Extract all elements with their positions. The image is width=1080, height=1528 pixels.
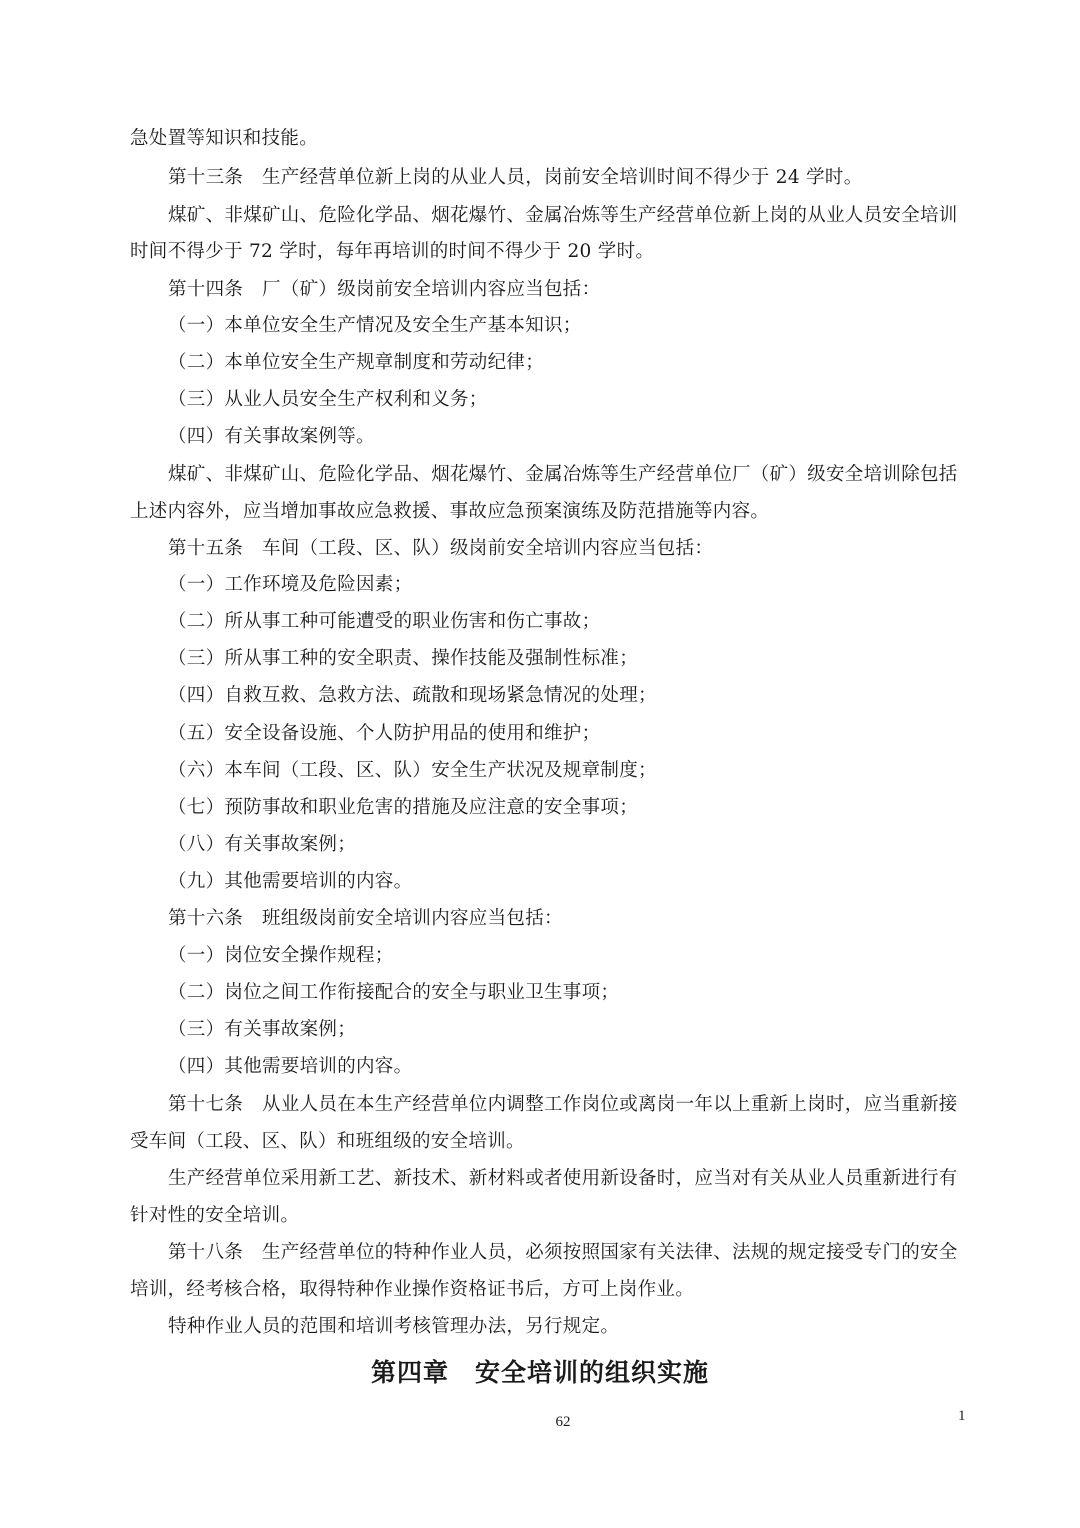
article-16: 第十六条 班组级岗前安全培训内容应当包括： xyxy=(168,908,563,929)
article-18: 第十八条 生产经营单位的特种作业人员，必须按照国家有关法律、法规的规定接受专门的安全 xyxy=(168,1242,958,1263)
text-line: 煤矿、非煤矿山、危险化学品、烟花爆竹、金属冶炼等生产经营单位厂（矿）级安全培训除包括 xyxy=(168,464,958,485)
text-line: 生产经营单位采用新工艺、新技术、新材料或者使用新设备时，应当对有关从业人员重新进行有 xyxy=(168,1168,958,1189)
list-item: （三）从业人员安全生产权利和义务； xyxy=(168,389,488,410)
list-item: （二）岗位之间工作衔接配合的安全与职业卫生事项； xyxy=(168,982,620,1003)
corner-page-number: 1 xyxy=(958,1408,966,1424)
list-item: （三）所从事工种的安全职责、操作技能及强制性标准； xyxy=(168,648,639,669)
article-13: 第十三条 生产经营单位新上岗的从业人员，岗前安全培训时间不得少于 24 学时。 xyxy=(168,167,863,188)
article-15: 第十五条 车间（工段、区、队）级岗前安全培训内容应当包括： xyxy=(168,538,714,559)
list-item: （四）自救互救、急救方法、疏散和现场紧急情况的处理； xyxy=(168,685,657,706)
text-line: 培训，经考核合格，取得特种作业操作资格证书后，方可上岗作业。 xyxy=(130,1279,695,1300)
list-item: （二）所从事工种可能遭受的职业伤害和伤亡事故； xyxy=(168,611,601,632)
text-line: 煤矿、非煤矿山、危险化学品、烟花爆竹、金属冶炼等生产经营单位新上岗的从业人员安全培训 xyxy=(168,205,958,226)
chapter-title: 第四章 安全培训的组织实施 xyxy=(370,1358,709,1387)
list-item: （二）本单位安全生产规章制度和劳动纪律； xyxy=(168,352,545,373)
list-item: （六）本车间（工段、区、队）安全生产状况及规章制度； xyxy=(168,760,657,781)
text-line: 上述内容外，应当增加事故应急救援、事故应急预案演练及防范措施等内容。 xyxy=(130,501,770,522)
text-line: 受车间（工段、区、队）和班组级的安全培训。 xyxy=(130,1131,525,1152)
list-item: （五）安全设备设施、个人防护用品的使用和维护； xyxy=(168,723,601,744)
text-line: 特种作业人员的范围和培训考核管理办法，另行规定。 xyxy=(168,1316,620,1337)
list-item: （一）本单位安全生产情况及安全生产基本知识； xyxy=(168,315,582,336)
list-item: （一）岗位安全操作规程； xyxy=(168,945,394,966)
list-item: （四）有关事故案例等。 xyxy=(168,426,375,447)
list-item: （八）有关事故案例； xyxy=(168,834,357,855)
list-item: （三）有关事故案例； xyxy=(168,1019,357,1040)
page-number: 62 xyxy=(555,1414,571,1430)
text-line: 时间不得少于 72 学时，每年再培训的时间不得少于 20 学时。 xyxy=(130,241,655,262)
text-line: 急处置等知识和技能。 xyxy=(130,128,319,149)
list-item: （四）其他需要培训的内容。 xyxy=(168,1056,413,1077)
article-14: 第十四条 厂（矿）级岗前安全培训内容应当包括： xyxy=(168,279,601,300)
list-item: （九）其他需要培训的内容。 xyxy=(168,871,413,892)
list-item: （一）工作环境及危险因素； xyxy=(168,574,413,595)
text-line: 针对性的安全培训。 xyxy=(130,1205,300,1226)
list-item: （七）预防事故和职业危害的措施及应注意的安全事项； xyxy=(168,797,639,818)
article-17: 第十七条 从业人员在本生产经营单位内调整工作岗位或离岗一年以上重新上岗时，应当重新接 xyxy=(168,1094,958,1115)
